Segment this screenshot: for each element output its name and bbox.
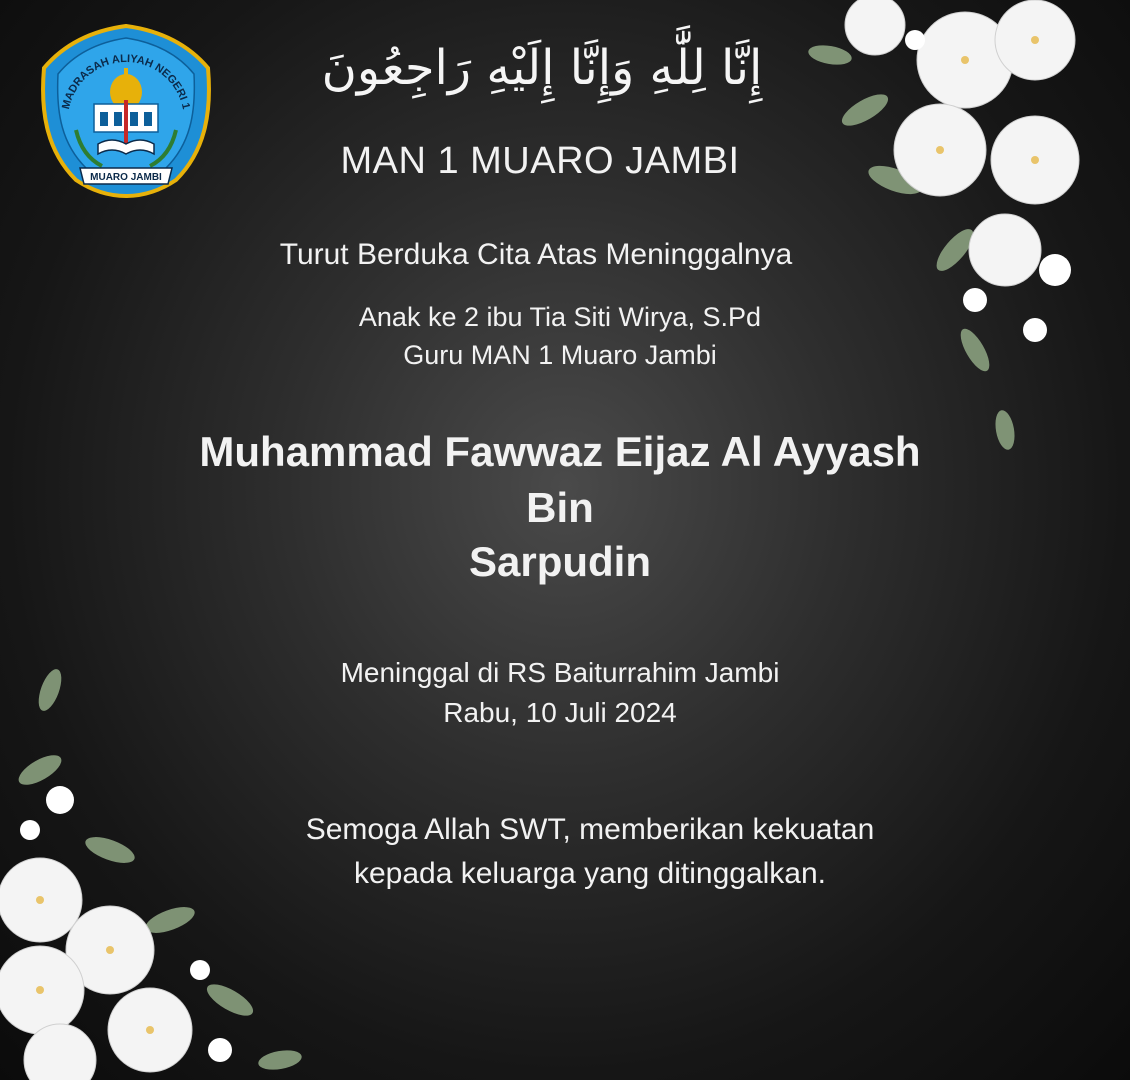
- school-heading: MAN 1 MUARO JAMBI: [340, 140, 740, 182]
- deceased-father-name: Sarpudin: [468, 538, 651, 585]
- flower-decoration-top-right: [735, 0, 1080, 470]
- logo-ribbon-text: MUARO JAMBI: [90, 172, 162, 183]
- arabic-verse: إِنَّا لِلَّٰهِ وَإِنَّا إِلَيْهِ رَاجِعُونَ: [321, 40, 763, 96]
- relation-line-2: Guru MAN 1 Muaro Jambi: [403, 340, 717, 370]
- arabic-calligraphy: [321, 18, 763, 118]
- condolence-intro: Turut Berduka Cita Atas Meninggalnya: [279, 238, 793, 271]
- prayer-line-1: Semoga Allah SWT, memberikan kekuatan: [305, 813, 875, 846]
- relation-line-1: Anak ke 2 ibu Tia Siti Wirya, S.Pd: [358, 302, 762, 332]
- prayer-line-2: kepada keluarga yang ditinggalkan.: [353, 857, 827, 890]
- logo-arc-text: MADRASAH ALIYAH NEGERI 1: [60, 52, 192, 111]
- death-date: Rabu, 10 Juli 2024: [443, 697, 677, 728]
- deceased-bin: Bin: [526, 484, 594, 531]
- death-place: Meninggal di RS Baiturrahim Jambi: [340, 657, 780, 688]
- deceased-name: Muhammad Fawwaz Eijaz Al Ayyash: [199, 428, 921, 475]
